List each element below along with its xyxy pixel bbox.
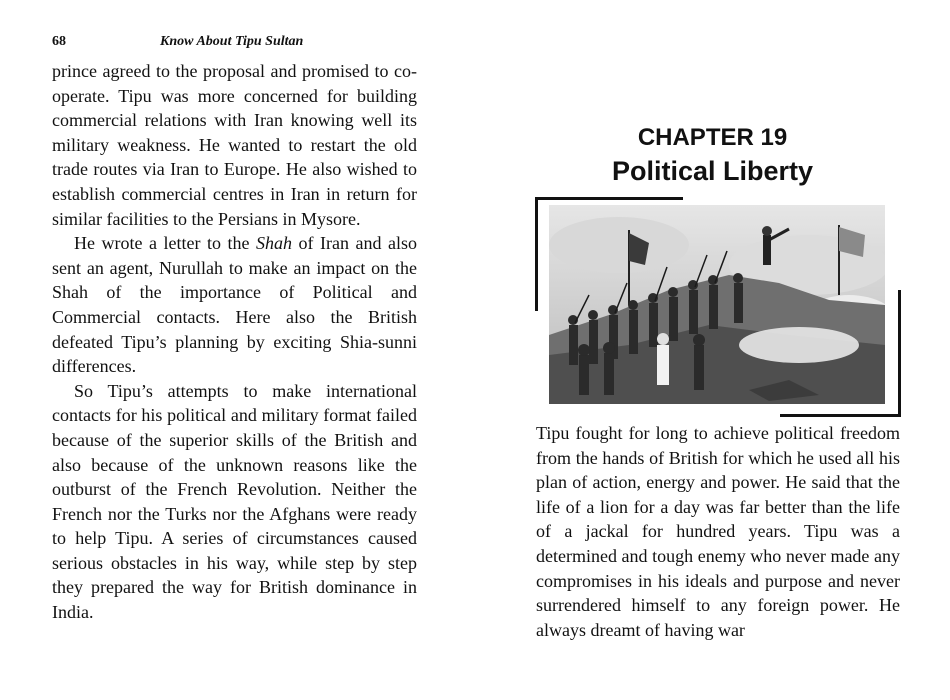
battle-painting-illustration <box>549 205 885 404</box>
paragraph-text: of Iran and also sent an agent, Nurullah to make an impact on the Shah of the importance of Political and Commercial contacts. Here also the British defeated Tipu’s planning by exciting Shia-sunni differences. <box>52 233 417 377</box>
page-number: 68 <box>52 34 66 49</box>
running-head <box>52 34 303 50</box>
frame-corner-line <box>535 197 683 200</box>
paragraph: prince agreed to the proposal and promised to co-operate. Tipu was more concerned for building commercial relations with Iran knowing well its military weakness. He wanted to restart the old trade routes via Iran to Europe. He also wished to establish commercial centres in Iran in return for similar facilities to the Persians in Mysore. <box>52 61 417 229</box>
paragraph: Tipu fought for long to achieve political freedom from the hands of British for which he used all his plan of action, energy and power. He said that the life of a lion for a day was far better than the life of a jackal for hundred years. Tipu was a determined and tough enemy who never made any compromises in his ideals and purpose and never surrendered himself to any foreign power. He always dreamt of having war <box>536 423 900 640</box>
right-page <box>475 0 950 700</box>
chapter-title: Political Liberty <box>611 156 814 186</box>
frame-corner-line <box>898 290 901 417</box>
frame-corner-line <box>780 414 901 417</box>
paragraph <box>52 231 417 379</box>
chapter-label: CHAPTER 19 <box>637 124 788 151</box>
left-body-text <box>52 59 417 625</box>
right-body-text <box>536 421 900 642</box>
paragraph: So Tipu’s attempts to make international contacts for his political and military format failed because of the superior skills of the British and also because of the unknown reasons like the outburst of the French Revolution. Neither the French nor the Turks nor the Afghans were ready to help Tipu. A series of circumstances caused serious obstacles in his way, while step by step they prepared the way for British dominance in India. <box>52 380 417 623</box>
paragraph-text: He wrote a letter to the <box>74 233 256 254</box>
running-title: Know About Tipu Sultan <box>160 34 304 49</box>
frame-corner-line <box>535 197 538 311</box>
italic-term: Shah <box>255 233 292 254</box>
